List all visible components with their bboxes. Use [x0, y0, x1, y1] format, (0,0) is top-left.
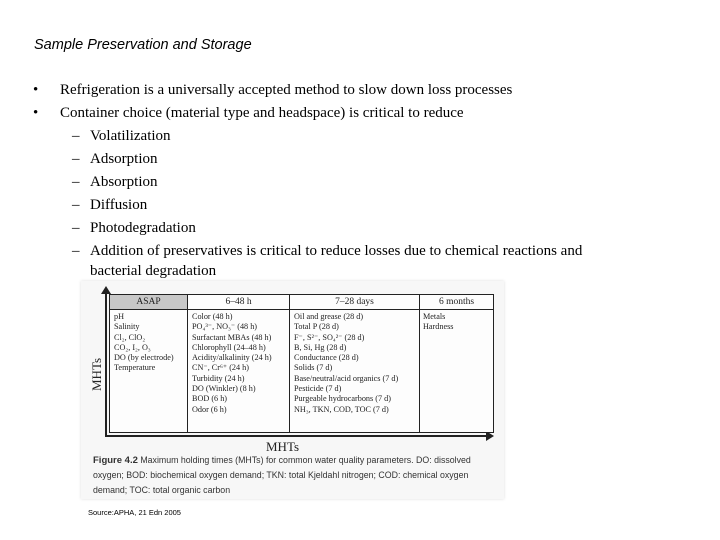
sub-bullet-dash: – [72, 174, 80, 190]
table-cell-item: Solids (7 d) [294, 363, 333, 373]
figure-caption [93, 453, 498, 498]
table-cell-item: Salinity [114, 322, 140, 332]
table-cell-item: Oil and grease (28 d) [294, 312, 364, 321]
table-cell-item: Purgeable hydrocarbons (7 d) [294, 394, 391, 404]
sub-bullet-text: bacterial degradation [90, 263, 217, 279]
source-note: Source:APHA, 21 Edn 2005 [88, 508, 181, 517]
table-cell-item: DO (by electrode) [114, 353, 174, 363]
slide-title: Sample Preservation and Storage [34, 37, 252, 53]
column-header: 7–28 days [290, 295, 419, 310]
sub-bullet-dash: – [72, 151, 80, 167]
table-cell-item: CO₂, I₂, O₃ [114, 342, 151, 352]
column-header: 6 months [420, 295, 493, 310]
bullet-text: Container choice (material type and headspace) is critical to reduce [60, 105, 464, 121]
column-items [423, 312, 453, 333]
table-cell-item: NH₃, TKN, COD, TOC (7 d) [294, 404, 389, 414]
table-cell-item: pH [114, 312, 125, 321]
bullet-text: Refrigeration is a universally accepted method to slow down loss processes [60, 82, 513, 98]
sub-bullet-text: Photodegradation [90, 220, 196, 236]
column-items [294, 312, 398, 415]
table-cell-item: BOD (6 h) [192, 394, 228, 404]
figure-image [81, 281, 504, 499]
table-cell-item: Base/neutral/acid organics (7 d) [294, 373, 399, 383]
x-axis-label: MHTs [266, 439, 300, 454]
table-cell-item: DO (Winkler) (8 h) [192, 384, 256, 394]
sub-bullet-dash: – [72, 220, 80, 236]
sub-bullet-text: Diffusion [90, 197, 148, 213]
sub-bullet-dash: – [72, 197, 80, 213]
table-cell-item: Temperature [114, 363, 156, 373]
table-cell-item: PO₄³⁻, NO₃⁻ (48 h) [192, 322, 258, 332]
table-cell-item: Pesticide (7 d) [294, 384, 342, 394]
x-axis-line [105, 435, 490, 437]
table-cell-item: Hardness [423, 322, 454, 332]
table-cell-item: Turbidity (24 h) [192, 373, 245, 383]
table-cell-item: CN⁻, Cr⁶⁺ (24 h) [192, 363, 249, 373]
y-axis-label: MHTs [89, 357, 104, 391]
sub-bullet-text: Addition of preservatives is critical to reduce losses due to chemical reactions and [90, 243, 583, 259]
column-items [114, 312, 174, 374]
table-cell-item: Metals [423, 312, 446, 321]
sub-bullet-dash: – [72, 128, 80, 144]
table-cell-item: Acidity/alkalinity (24 h) [192, 353, 272, 363]
sub-bullet-text: Adsorption [90, 151, 158, 167]
holding-time-table [109, 294, 494, 433]
sub-bullet-text: Absorption [90, 174, 158, 190]
table-cell-item: Cl₂, ClO₂ [114, 332, 146, 342]
caption-label: Figure 4.2 [93, 455, 138, 466]
column-items [192, 312, 272, 415]
bullet-dot: • [33, 105, 39, 121]
bullet-dot: • [33, 82, 39, 98]
caption-text: Maximum holding times (MHTs) for common water quality parameters. DO: dissolved oxygen; BOD: biochemical oxygen demand; TKN: total Kjeldahl nitrogen; COD: chemical oxygen demand; TOC: total organic carbon [93, 455, 471, 495]
table-cell-item: Conductance (28 d) [294, 353, 359, 363]
table-cell-item: Chlorophyll (24–48 h) [192, 342, 266, 352]
column-header: 6–48 h [188, 295, 289, 310]
table-cell-item: F⁻, S²⁻, SO₄²⁻ (28 d) [294, 332, 365, 342]
table-cell-item: Color (48 h) [192, 312, 233, 321]
column-header: ASAP [110, 295, 187, 310]
y-axis-line [105, 291, 107, 436]
sub-bullet-dash: – [72, 243, 80, 259]
table-cell-item: B, Si, Hg (28 d) [294, 342, 347, 352]
table-cell-item: Total P (28 d) [294, 322, 339, 332]
sub-bullet-text: Volatilization [90, 128, 171, 144]
table-cell-item: Surfactant MBAs (48 h) [192, 332, 272, 342]
table-cell-item: Odor (6 h) [192, 404, 227, 414]
